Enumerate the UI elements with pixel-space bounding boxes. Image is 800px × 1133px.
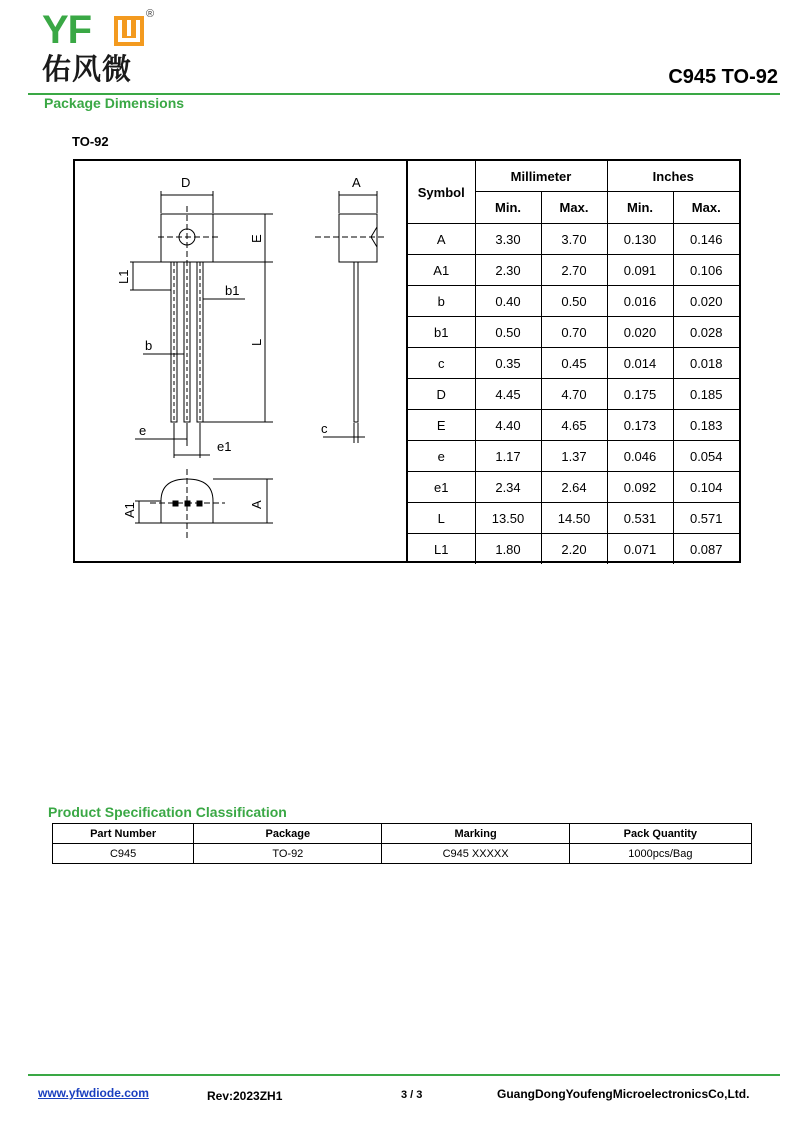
- dimension-row: [408, 224, 739, 255]
- dim-cell-in-max: 0.106: [673, 255, 739, 286]
- logo-chinese: 佑风微: [42, 52, 133, 86]
- package-name: TO-92: [72, 134, 109, 149]
- section-title-package-dimensions: Package Dimensions: [44, 95, 185, 111]
- dim-cell-mm-min: 2.30: [475, 255, 541, 286]
- dimension-row: [408, 410, 739, 441]
- page-number: 3 / 3: [401, 1089, 423, 1101]
- dim-cell-in-max: 0.571: [673, 503, 739, 534]
- dim-cell-in-min: 0.173: [607, 410, 673, 441]
- label-L1: L1: [116, 269, 131, 284]
- dim-cell-mm-max: 2.20: [541, 534, 607, 565]
- dim-cell-in-max: 0.020: [673, 286, 739, 317]
- dim-cell-symbol: L: [408, 503, 475, 534]
- registered-mark: ®: [146, 8, 155, 20]
- spec-table: [52, 823, 752, 864]
- website-link[interactable]: www.yfwdiode.com: [38, 1086, 149, 1100]
- label-A-bottom: A: [249, 500, 264, 509]
- package-drawing: [75, 161, 408, 561]
- dim-cell-mm-max: 4.70: [541, 379, 607, 410]
- section-title-product-spec: Product Specification Classification: [48, 804, 287, 820]
- company-logo: [40, 8, 160, 90]
- spec-pack-quantity: 1000pcs/Bag: [569, 844, 751, 864]
- dim-cell-mm-min: 0.40: [475, 286, 541, 317]
- dim-cell-mm-max: 0.70: [541, 317, 607, 348]
- dim-cell-symbol: E: [408, 410, 475, 441]
- label-b1: b1: [225, 283, 240, 298]
- footer-divider: [28, 1074, 780, 1076]
- dim-cell-mm-max: 0.50: [541, 286, 607, 317]
- dim-cell-symbol: D: [408, 379, 475, 410]
- label-e: e: [139, 423, 147, 438]
- dim-cell-mm-max: 2.70: [541, 255, 607, 286]
- spec-marking: C945 XXXXX: [382, 844, 569, 864]
- header-symbol: Symbol: [408, 161, 475, 224]
- dim-cell-mm-min: 0.50: [475, 317, 541, 348]
- header-mm-max: Max.: [541, 192, 607, 224]
- dim-cell-in-min: 0.071: [607, 534, 673, 565]
- dimension-row: [408, 348, 739, 379]
- logo-w-icon: [114, 16, 144, 46]
- dim-cell-mm-min: 1.17: [475, 441, 541, 472]
- company-name: GuangDongYoufengMicroelectronicsCo,Ltd.: [497, 1087, 750, 1101]
- dim-cell-mm-max: 14.50: [541, 503, 607, 534]
- dim-cell-mm-max: 1.37: [541, 441, 607, 472]
- dim-cell-in-max: 0.028: [673, 317, 739, 348]
- logo-text: YF: [42, 8, 92, 52]
- side-lead: [354, 262, 358, 422]
- dim-cell-mm-max: 2.64: [541, 472, 607, 503]
- spec-header-part: Part Number: [53, 824, 194, 844]
- dim-cell-in-max: 0.185: [673, 379, 739, 410]
- dim-cell-symbol: A1: [408, 255, 475, 286]
- dim-cell-in-min: 0.130: [607, 224, 673, 255]
- label-A1: A1: [122, 502, 137, 518]
- spec-part-number: C945: [53, 844, 194, 864]
- dim-cell-mm-min: 4.40: [475, 410, 541, 441]
- dim-cell-in-max: 0.146: [673, 224, 739, 255]
- dim-cell-mm-min: 2.34: [475, 472, 541, 503]
- dim-cell-in-max: 0.104: [673, 472, 739, 503]
- dim-cell-in-min: 0.175: [607, 379, 673, 410]
- dim-cell-in-max: 0.183: [673, 410, 739, 441]
- dim-cell-symbol: b: [408, 286, 475, 317]
- header-in-max: Max.: [673, 192, 739, 224]
- dim-cell-mm-min: 13.50: [475, 503, 541, 534]
- package-dimensions-frame: [73, 159, 741, 563]
- dim-cell-in-min: 0.091: [607, 255, 673, 286]
- spec-package: TO-92: [194, 844, 382, 864]
- label-L: L: [249, 338, 264, 346]
- dimension-row: [408, 317, 739, 348]
- dim-cell-mm-min: 0.35: [475, 348, 541, 379]
- header-millimeter: Millimeter: [475, 161, 607, 192]
- dimension-row: [408, 286, 739, 317]
- dimension-row: [408, 441, 739, 472]
- dim-cell-mm-min: 3.30: [475, 224, 541, 255]
- dim-cell-symbol: e: [408, 441, 475, 472]
- label-b: b: [145, 338, 153, 353]
- revision: Rev:2023ZH1: [207, 1089, 283, 1103]
- label-A-side: A: [352, 175, 361, 190]
- document-title: C945 TO-92: [668, 66, 778, 88]
- spec-header-qty: Pack Quantity: [569, 824, 751, 844]
- to92-outline-drawing: [75, 161, 406, 561]
- dim-cell-symbol: c: [408, 348, 475, 379]
- dim-cell-symbol: L1: [408, 534, 475, 565]
- dim-cell-in-min: 0.092: [607, 472, 673, 503]
- dim-cell-in-min: 0.020: [607, 317, 673, 348]
- logo-mark: [114, 16, 144, 46]
- dim-cell-mm-max: 3.70: [541, 224, 607, 255]
- header-in-min: Min.: [607, 192, 673, 224]
- label-c: c: [321, 421, 328, 436]
- dim-cell-symbol: e1: [408, 472, 475, 503]
- dim-cell-symbol: b1: [408, 317, 475, 348]
- dim-cell-mm-min: 4.45: [475, 379, 541, 410]
- dim-cell-in-max: 0.018: [673, 348, 739, 379]
- dimension-row: [408, 379, 739, 410]
- dim-cell-in-min: 0.016: [607, 286, 673, 317]
- dim-cell-in-min: 0.014: [607, 348, 673, 379]
- label-e1: e1: [217, 439, 232, 454]
- dim-cell-symbol: A: [408, 224, 475, 255]
- dimension-row: [408, 534, 739, 565]
- dim-cell-mm-min: 1.80: [475, 534, 541, 565]
- label-D: D: [181, 175, 191, 190]
- spec-header-package: Package: [194, 824, 382, 844]
- spec-header-marking: Marking: [382, 824, 569, 844]
- dim-cell-in-max: 0.054: [673, 441, 739, 472]
- header-mm-min: Min.: [475, 192, 541, 224]
- dimension-row: [408, 472, 739, 503]
- dimension-row: [408, 503, 739, 534]
- dimensions-table: [408, 161, 739, 564]
- dim-cell-in-min: 0.531: [607, 503, 673, 534]
- dimension-row: [408, 255, 739, 286]
- dim-cell-in-max: 0.087: [673, 534, 739, 565]
- label-E: E: [249, 234, 264, 243]
- header-inches: Inches: [607, 161, 739, 192]
- dim-cell-mm-max: 0.45: [541, 348, 607, 379]
- dim-cell-mm-max: 4.65: [541, 410, 607, 441]
- dim-cell-in-min: 0.046: [607, 441, 673, 472]
